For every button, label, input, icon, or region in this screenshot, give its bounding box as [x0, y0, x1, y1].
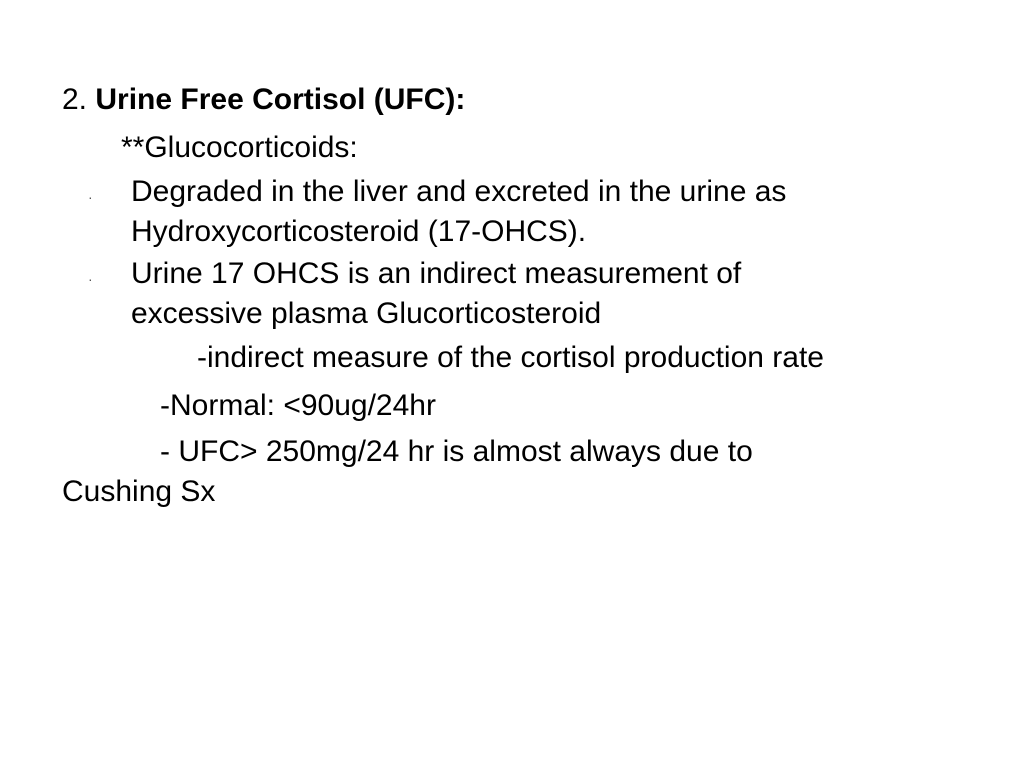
sub-point-ufc-continuation: Cushing Sx [62, 475, 216, 508]
bullet-item-degraded [131, 172, 786, 252]
bullet-dot-icon: · [88, 271, 93, 287]
bullet-dot-icon: · [88, 189, 93, 205]
bullet-line: excessive plasma Glucorticosteroid [131, 297, 602, 330]
sub-point-normal: -Normal: <90ug/24hr [160, 389, 436, 422]
heading-number: 2. [62, 83, 96, 116]
subheading: **Glucocorticoids: [121, 131, 358, 164]
sub-point-indirect-measure: -indirect measure of the cortisol production rate [197, 341, 824, 374]
bullet-item-urine-ohcs [131, 254, 741, 334]
heading-title: Urine Free Cortisol (UFC): [95, 83, 466, 116]
bullet-line: Hydroxycorticosteroid (17-OHCS). [131, 215, 587, 248]
slide-heading [62, 80, 465, 120]
sub-point-ufc-threshold: - UFC> 250mg/24 hr is almost always due to [160, 435, 753, 468]
bullet-line: Degraded in the liver and excreted in the urine as [131, 175, 787, 208]
bullet-line: Urine 17 OHCS is an indirect measurement of [131, 257, 742, 290]
